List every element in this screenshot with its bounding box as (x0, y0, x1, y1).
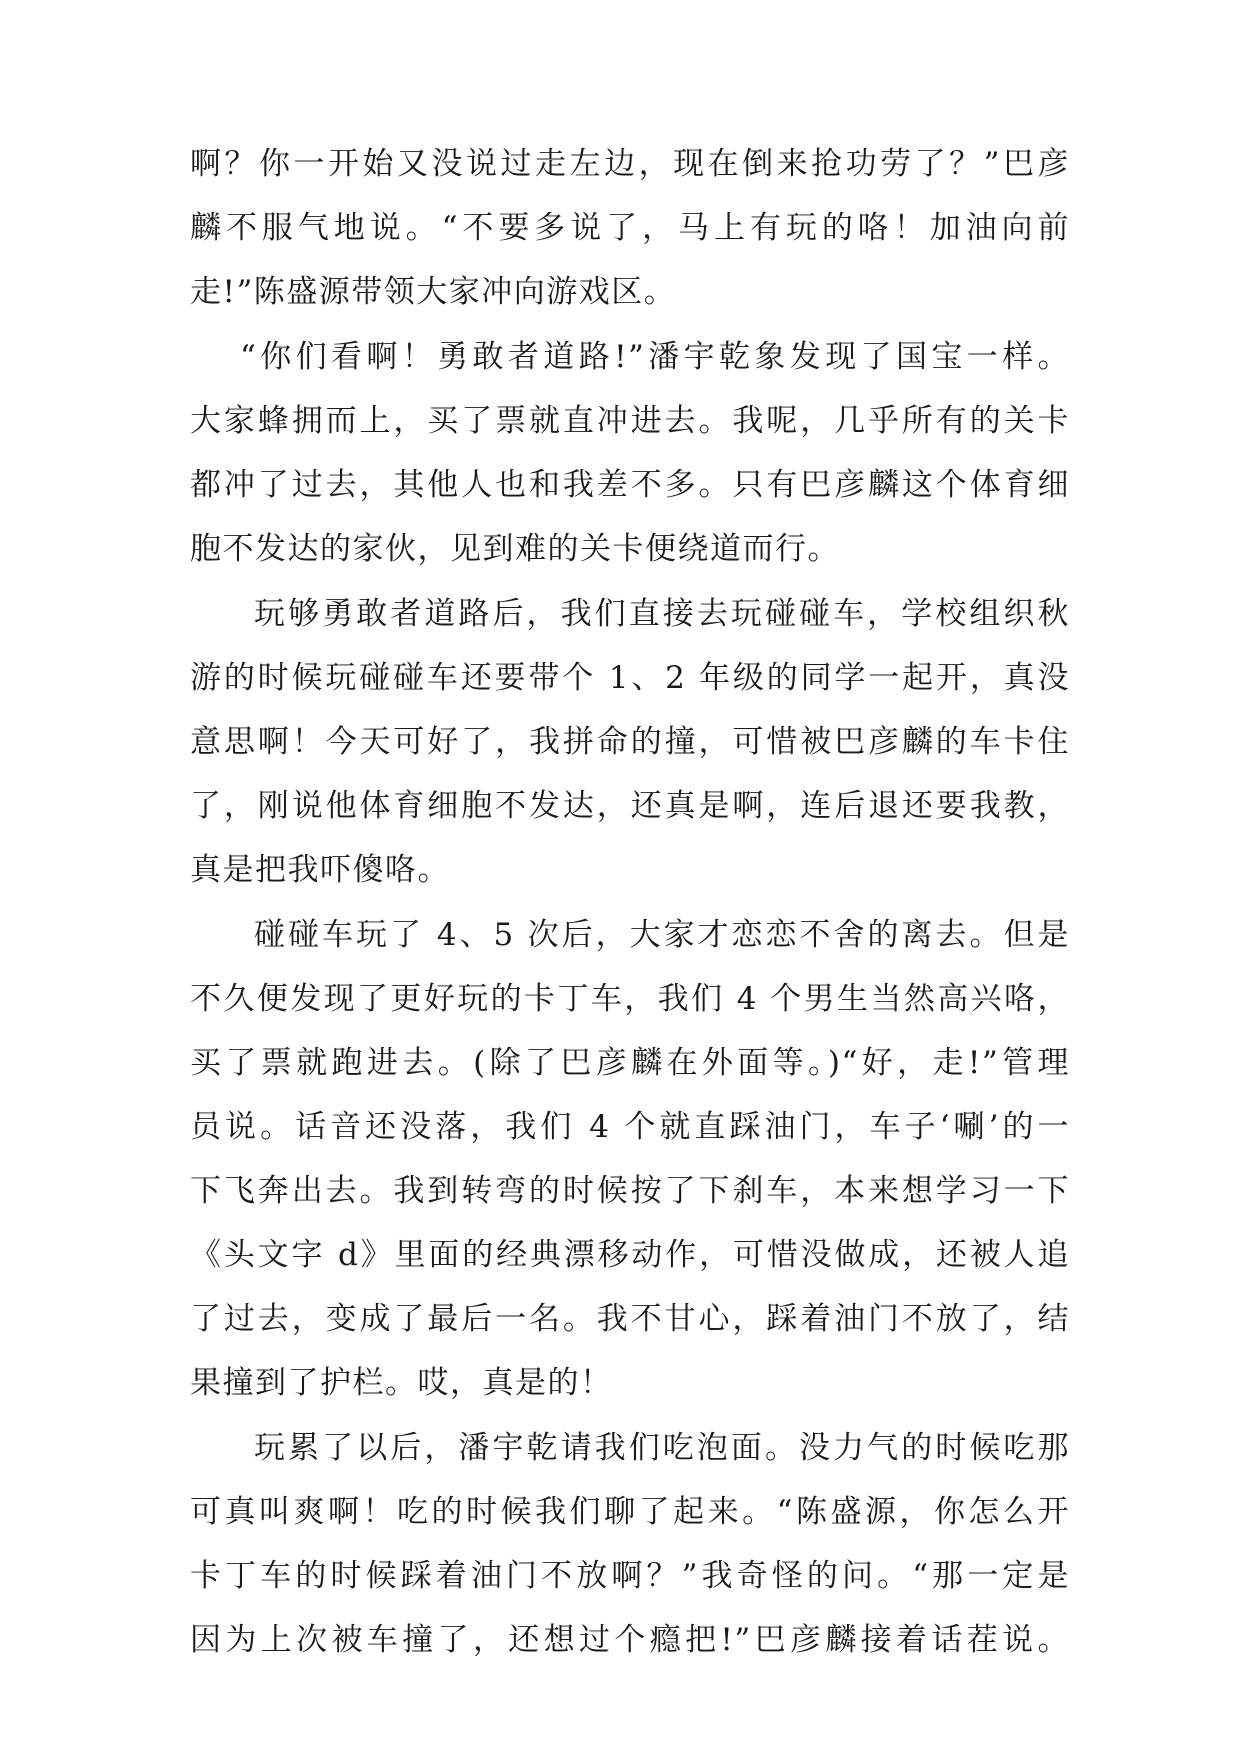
text-line: 走!”陈盛源带领大家冲向游戏区。 (190, 274, 677, 310)
text-line: 玩够勇敢者道路后，我们直接去玩碰碰车，学校组织秋 (254, 596, 1070, 632)
text-line: 《头文字 d》里面的经典漂移动作，可惜没做成，还被人追 (190, 1237, 1070, 1273)
text-line: 游的时候玩碰碰车还要带个 1、2 年级的同学一起开，真没 (190, 660, 1070, 696)
text-line: 卡丁车的时候踩着油门不放啊？”我奇怪的问。“那一定是 (190, 1558, 1070, 1594)
text-line: 果撞到了护栏。哎，真是的！ (190, 1365, 613, 1401)
text-line: 了过去，变成了最后一名。我不甘心，踩着油门不放了，结 (190, 1301, 1070, 1337)
text-line: 玩累了以后，潘宇乾请我们吃泡面。没力气的时候吃那 (254, 1430, 1070, 1466)
text-line: 下飞奔出去。我到转弯的时候按了下刹车，本来想学习一下 (190, 1173, 1070, 1209)
text-line: 大家蜂拥而上，买了票就直冲进去。我呢，几乎所有的关卡 (190, 403, 1070, 439)
text-line: 胞不发达的家伙，见到难的关卡便绕道而行。 (190, 531, 840, 567)
text-line: 了，刚说他体育细胞不发达，还真是啊，连后退还要我教， (190, 788, 1070, 824)
text-line: 不久便发现了更好玩的卡丁车，我们 4 个男生当然高兴咯， (190, 981, 1070, 1017)
text-line: 麟不服气地说。“不要多说了，马上有玩的咯！加油向前 (190, 210, 1070, 246)
text-line: 员说。话音还没落，我们 4 个就直踩油门，车子‘唰’的一 (190, 1109, 1070, 1145)
text-line: 可真叫爽啊！吃的时候我们聊了起来。“陈盛源，你怎么开 (190, 1494, 1070, 1530)
text-line: 真是把我吓傻咯。 (190, 852, 450, 888)
text-line: 因为上次被车撞了，还想过个瘾把!”巴彦麟接着话茬说。 (190, 1622, 1070, 1658)
text-line: 买了票就跑进去。(除了巴彦麟在外面等。)“好，走!”管理 (190, 1045, 1070, 1081)
text-line: 啊？你一开始又没说过走左边，现在倒来抢功劳了？”巴彦 (190, 146, 1070, 182)
text-line: “你们看啊！勇敢者道路!”潘宇乾象发现了国宝一样。 (240, 339, 1070, 375)
text-line: 都冲了过去，其他人也和我差不多。只有巴彦麟这个体育细 (190, 467, 1070, 503)
text-line: 意思啊！今天可好了，我拼命的撞，可惜被巴彦麟的车卡住 (190, 724, 1070, 760)
text-line: 碰碰车玩了 4、5 次后，大家才恋恋不舍的离去。但是 (254, 917, 1070, 953)
